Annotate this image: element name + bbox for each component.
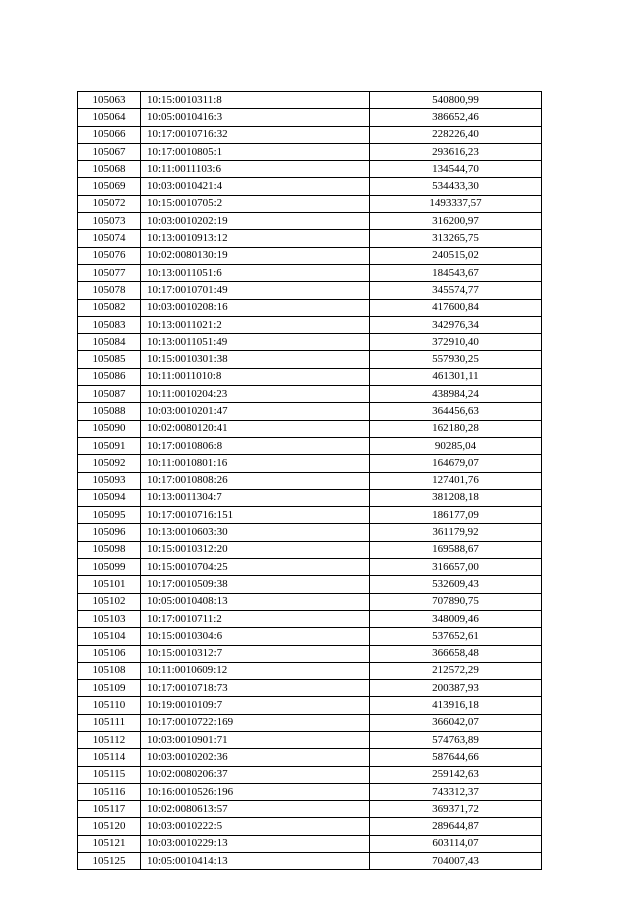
cadastral-number-cell: 10:17:0010718:73 [141, 680, 370, 697]
cadastral-number-cell: 10:03:0010901:71 [141, 731, 370, 748]
table-row [78, 299, 542, 316]
table-row [78, 92, 542, 109]
amount-cell: 134544,70 [370, 161, 542, 178]
amount-cell: 461301,11 [370, 368, 542, 385]
record-id-cell: 105115 [78, 766, 141, 783]
table-row [78, 489, 542, 506]
cadastral-number-cell: 10:03:0010202:36 [141, 749, 370, 766]
cadastral-number-cell: 10:03:0010421:4 [141, 178, 370, 195]
record-id-cell: 105088 [78, 403, 141, 420]
amount-cell: 438984,24 [370, 386, 542, 403]
table-row [78, 766, 542, 783]
cadastral-number-cell: 10:02:0080613:57 [141, 801, 370, 818]
record-id-cell: 105125 [78, 853, 141, 870]
table-body [78, 92, 542, 870]
record-id-cell: 105094 [78, 489, 141, 506]
cadastral-number-cell: 10:15:0010312:7 [141, 645, 370, 662]
record-id-cell: 105064 [78, 109, 141, 126]
cadastral-number-cell: 10:13:0011051:6 [141, 264, 370, 281]
record-id-cell: 105090 [78, 420, 141, 437]
cadastral-number-cell: 10:03:0010229:13 [141, 835, 370, 852]
table-row [78, 126, 542, 143]
cadastral-number-cell: 10:17:0010711:2 [141, 610, 370, 627]
table-row [78, 818, 542, 835]
record-id-cell: 105096 [78, 524, 141, 541]
amount-cell: 417600,84 [370, 299, 542, 316]
cadastral-number-cell: 10:11:0010801:16 [141, 455, 370, 472]
record-id-cell: 105073 [78, 213, 141, 230]
table-row [78, 645, 542, 662]
record-id-cell: 105106 [78, 645, 141, 662]
table-row [78, 472, 542, 489]
table-row [78, 801, 542, 818]
amount-cell: 186177,09 [370, 507, 542, 524]
record-id-cell: 105066 [78, 126, 141, 143]
table-row [78, 610, 542, 627]
cadastral-number-cell: 10:17:0010808:26 [141, 472, 370, 489]
table-row [78, 351, 542, 368]
amount-cell: 184543,67 [370, 264, 542, 281]
cadastral-number-cell: 10:15:0010304:6 [141, 628, 370, 645]
record-id-cell: 105067 [78, 143, 141, 160]
amount-cell: 316200,97 [370, 213, 542, 230]
cadastral-number-cell: 10:11:0011010:8 [141, 368, 370, 385]
record-id-cell: 105076 [78, 247, 141, 264]
amount-cell: 348009,46 [370, 610, 542, 627]
amount-cell: 707890,75 [370, 593, 542, 610]
record-id-cell: 105074 [78, 230, 141, 247]
record-id-cell: 105092 [78, 455, 141, 472]
cadastral-number-cell: 10:15:0010312:20 [141, 541, 370, 558]
amount-cell: 364456,63 [370, 403, 542, 420]
amount-cell: 164679,07 [370, 455, 542, 472]
cadastral-number-cell: 10:17:0010701:49 [141, 282, 370, 299]
amount-cell: 259142,63 [370, 766, 542, 783]
cadastral-number-cell: 10:05:0010416:3 [141, 109, 370, 126]
cadastral-number-cell: 10:03:0010208:16 [141, 299, 370, 316]
amount-cell: 162180,28 [370, 420, 542, 437]
record-id-cell: 105110 [78, 697, 141, 714]
table-row [78, 264, 542, 281]
cadastral-number-cell: 10:13:0011021:2 [141, 316, 370, 333]
cadastral-number-cell: 10:17:0010806:8 [141, 437, 370, 454]
cadastral-number-cell: 10:02:0080206:37 [141, 766, 370, 783]
amount-cell: 228226,40 [370, 126, 542, 143]
table-row [78, 437, 542, 454]
cadastral-number-cell: 10:15:0010311:8 [141, 92, 370, 109]
cadastral-number-cell: 10:03:0010202:19 [141, 213, 370, 230]
record-id-cell: 105114 [78, 749, 141, 766]
record-id-cell: 105104 [78, 628, 141, 645]
record-id-cell: 105112 [78, 731, 141, 748]
record-id-cell: 105072 [78, 195, 141, 212]
record-id-cell: 105109 [78, 680, 141, 697]
cadastral-number-cell: 10:05:0010414:13 [141, 853, 370, 870]
amount-cell: 369371,72 [370, 801, 542, 818]
table-row [78, 541, 542, 558]
cadastral-number-cell: 10:11:0011103:6 [141, 161, 370, 178]
table-row [78, 455, 542, 472]
record-id-cell: 105102 [78, 593, 141, 610]
cadastral-number-cell: 10:15:0010705:2 [141, 195, 370, 212]
amount-cell: 212572,29 [370, 662, 542, 679]
cadastral-number-cell: 10:13:0011304:7 [141, 489, 370, 506]
table-row [78, 213, 542, 230]
table-row [78, 403, 542, 420]
record-id-cell: 105063 [78, 92, 141, 109]
cadastral-number-cell: 10:05:0010408:13 [141, 593, 370, 610]
table-row [78, 368, 542, 385]
record-id-cell: 105082 [78, 299, 141, 316]
cadastral-number-cell: 10:11:0010609:12 [141, 662, 370, 679]
table-row [78, 161, 542, 178]
record-id-cell: 105077 [78, 264, 141, 281]
table-row [78, 628, 542, 645]
record-id-cell: 105086 [78, 368, 141, 385]
cadastral-number-cell: 10:02:0080120:41 [141, 420, 370, 437]
record-id-cell: 105108 [78, 662, 141, 679]
amount-cell: 366042,07 [370, 714, 542, 731]
cadastral-number-cell: 10:03:0010201:47 [141, 403, 370, 420]
amount-cell: 372910,40 [370, 334, 542, 351]
table-row [78, 143, 542, 160]
record-id-cell: 105068 [78, 161, 141, 178]
cadastral-number-cell: 10:13:0010913:12 [141, 230, 370, 247]
amount-cell: 1493337,57 [370, 195, 542, 212]
amount-cell: 532609,43 [370, 576, 542, 593]
amount-cell: 743312,37 [370, 783, 542, 800]
record-id-cell: 105069 [78, 178, 141, 195]
amount-cell: 386652,46 [370, 109, 542, 126]
record-id-cell: 105101 [78, 576, 141, 593]
amount-cell: 534433,30 [370, 178, 542, 195]
record-id-cell: 105098 [78, 541, 141, 558]
record-id-cell: 105087 [78, 386, 141, 403]
amount-cell: 704007,43 [370, 853, 542, 870]
record-id-cell: 105091 [78, 437, 141, 454]
record-id-cell: 105117 [78, 801, 141, 818]
amount-cell: 361179,92 [370, 524, 542, 541]
table-row [78, 524, 542, 541]
amount-cell: 381208,18 [370, 489, 542, 506]
amount-cell: 240515,02 [370, 247, 542, 264]
table-row [78, 195, 542, 212]
cadastral-number-cell: 10:17:0010716:32 [141, 126, 370, 143]
table-row [78, 576, 542, 593]
table-row [78, 282, 542, 299]
cadastral-number-cell: 10:19:0010109:7 [141, 697, 370, 714]
table-row [78, 334, 542, 351]
cadastral-number-cell: 10:02:0080130:19 [141, 247, 370, 264]
table-row [78, 680, 542, 697]
table-row [78, 386, 542, 403]
table-row [78, 853, 542, 870]
table-row [78, 420, 542, 437]
cadastral-number-cell: 10:13:0010603:30 [141, 524, 370, 541]
record-id-cell: 105111 [78, 714, 141, 731]
record-id-cell: 105084 [78, 334, 141, 351]
table-row [78, 178, 542, 195]
record-id-cell: 105078 [78, 282, 141, 299]
amount-cell: 587644,66 [370, 749, 542, 766]
record-id-cell: 105099 [78, 559, 141, 576]
amount-cell: 127401,76 [370, 472, 542, 489]
amount-cell: 413916,18 [370, 697, 542, 714]
cadastral-number-cell: 10:03:0010222:5 [141, 818, 370, 835]
record-id-cell: 105120 [78, 818, 141, 835]
amount-cell: 574763,89 [370, 731, 542, 748]
amount-cell: 557930,25 [370, 351, 542, 368]
table-row [78, 731, 542, 748]
record-id-cell: 105085 [78, 351, 141, 368]
table-row [78, 783, 542, 800]
amount-cell: 200387,93 [370, 680, 542, 697]
amount-cell: 537652,61 [370, 628, 542, 645]
cadastral-number-cell: 10:15:0010301:38 [141, 351, 370, 368]
table-row [78, 662, 542, 679]
amount-cell: 289644,87 [370, 818, 542, 835]
record-id-cell: 105093 [78, 472, 141, 489]
cadastral-number-cell: 10:17:0010716:151 [141, 507, 370, 524]
table-row [78, 230, 542, 247]
amount-cell: 313265,75 [370, 230, 542, 247]
cadastral-number-cell: 10:16:0010526:196 [141, 783, 370, 800]
cadastral-number-cell: 10:17:0010805:1 [141, 143, 370, 160]
amount-cell: 342976,34 [370, 316, 542, 333]
amount-cell: 169588,67 [370, 541, 542, 558]
cadastral-number-cell: 10:15:0010704:25 [141, 559, 370, 576]
table-row [78, 593, 542, 610]
record-id-cell: 105103 [78, 610, 141, 627]
table-row [78, 749, 542, 766]
amount-cell: 316657,00 [370, 559, 542, 576]
amount-cell: 603114,07 [370, 835, 542, 852]
table-row [78, 507, 542, 524]
table-row [78, 559, 542, 576]
table-row [78, 109, 542, 126]
table-row [78, 714, 542, 731]
table-row [78, 697, 542, 714]
table-row [78, 835, 542, 852]
cadastral-number-cell: 10:17:0010509:38 [141, 576, 370, 593]
cadastral-number-cell: 10:11:0010204:23 [141, 386, 370, 403]
amount-cell: 345574,77 [370, 282, 542, 299]
cadastral-number-cell: 10:13:0011051:49 [141, 334, 370, 351]
table-row [78, 316, 542, 333]
amount-cell: 90285,04 [370, 437, 542, 454]
amount-cell: 366658,48 [370, 645, 542, 662]
data-table [77, 91, 542, 870]
record-id-cell: 105121 [78, 835, 141, 852]
table-row [78, 247, 542, 264]
cadastral-number-cell: 10:17:0010722:169 [141, 714, 370, 731]
record-id-cell: 105116 [78, 783, 141, 800]
record-id-cell: 105095 [78, 507, 141, 524]
amount-cell: 540800,99 [370, 92, 542, 109]
record-id-cell: 105083 [78, 316, 141, 333]
amount-cell: 293616,23 [370, 143, 542, 160]
